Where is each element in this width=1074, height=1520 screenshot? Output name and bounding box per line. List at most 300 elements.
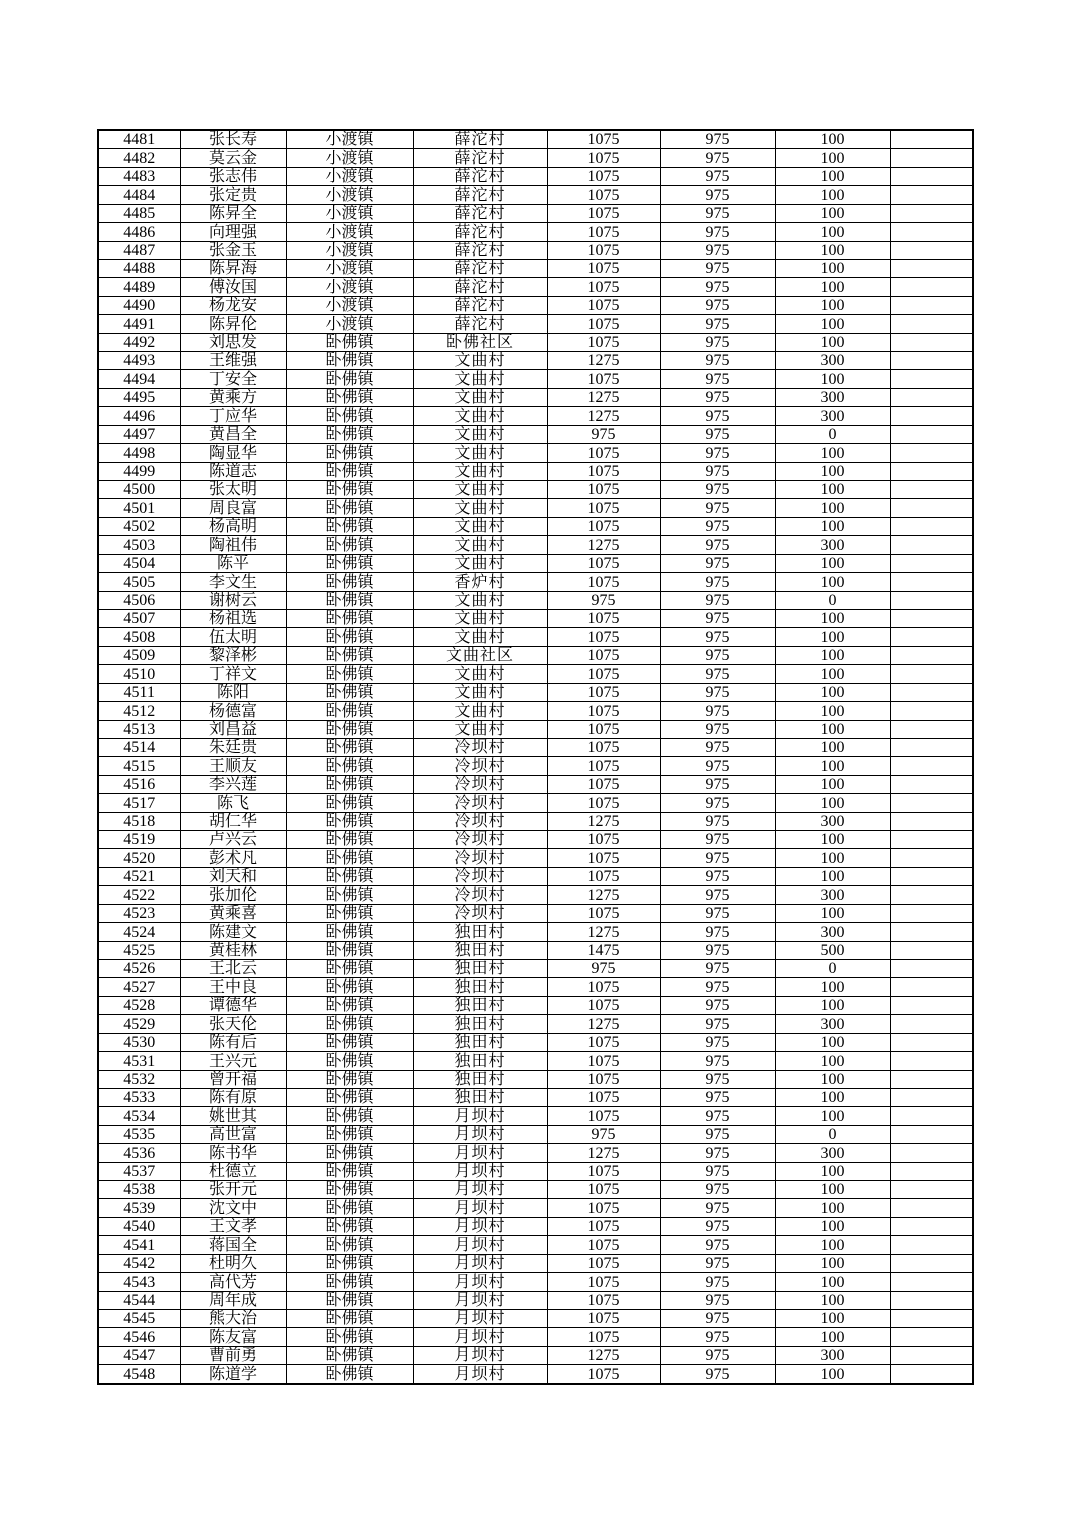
- table-row: [98, 1052, 973, 1070]
- amount-b-cell: 975: [660, 149, 775, 167]
- name-cell: 王维强: [180, 352, 286, 370]
- village-cell: 薛沱村: [413, 204, 547, 222]
- amount-a-cell: 1075: [547, 296, 660, 314]
- difference-cell: 100: [775, 720, 890, 738]
- town-cell: 卧佛镇: [286, 849, 413, 867]
- table-row: [98, 444, 973, 462]
- village-cell: 独田村: [413, 959, 547, 977]
- name-cell: 伍太明: [180, 628, 286, 646]
- row-number-cell: 4511: [98, 683, 180, 701]
- amount-a-cell: 1075: [547, 204, 660, 222]
- difference-cell: 100: [775, 167, 890, 185]
- amount-a-cell: 1075: [547, 904, 660, 922]
- name-cell: 黄桂林: [180, 941, 286, 959]
- village-cell: 独田村: [413, 1033, 547, 1051]
- village-cell: 独田村: [413, 978, 547, 996]
- remark-cell: [890, 444, 973, 462]
- name-cell: 陈昇全: [180, 204, 286, 222]
- amount-a-cell: 1275: [547, 1144, 660, 1162]
- difference-cell: 100: [775, 315, 890, 333]
- remark-cell: [890, 130, 973, 149]
- difference-cell: 100: [775, 517, 890, 535]
- name-cell: 曾开福: [180, 1070, 286, 1088]
- row-number-cell: 4518: [98, 812, 180, 830]
- remark-cell: [890, 352, 973, 370]
- table-row: [98, 554, 973, 572]
- amount-a-cell: 1275: [547, 388, 660, 406]
- row-number-cell: 4526: [98, 959, 180, 977]
- table-row: [98, 609, 973, 627]
- town-cell: 卧佛镇: [286, 1088, 413, 1106]
- remark-cell: [890, 1291, 973, 1309]
- amount-b-cell: 975: [660, 444, 775, 462]
- difference-cell: 100: [775, 444, 890, 462]
- name-cell: 李兴莲: [180, 775, 286, 793]
- remark-cell: [890, 149, 973, 167]
- amount-a-cell: 1075: [547, 554, 660, 572]
- remark-cell: [890, 1365, 973, 1384]
- difference-cell: 100: [775, 702, 890, 720]
- table-row: [98, 1346, 973, 1364]
- table-row: [98, 923, 973, 941]
- amount-a-cell: 1075: [547, 444, 660, 462]
- amount-b-cell: 975: [660, 1015, 775, 1033]
- table-row: [98, 1328, 973, 1346]
- amount-a-cell: 1075: [547, 333, 660, 351]
- name-cell: 王兴元: [180, 1052, 286, 1070]
- amount-a-cell: 1075: [547, 462, 660, 480]
- amount-b-cell: 975: [660, 665, 775, 683]
- amount-a-cell: 1075: [547, 775, 660, 793]
- amount-a-cell: 1075: [547, 996, 660, 1014]
- difference-cell: 100: [775, 867, 890, 885]
- table-row: [98, 775, 973, 793]
- difference-cell: 100: [775, 1033, 890, 1051]
- town-cell: 卧佛镇: [286, 959, 413, 977]
- row-number-cell: 4507: [98, 609, 180, 627]
- name-cell: 陈飞: [180, 794, 286, 812]
- amount-b-cell: 975: [660, 720, 775, 738]
- name-cell: 卢兴云: [180, 831, 286, 849]
- town-cell: 卧佛镇: [286, 1328, 413, 1346]
- table-row: [98, 1365, 973, 1384]
- village-cell: 月坝村: [413, 1107, 547, 1125]
- amount-b-cell: 975: [660, 1107, 775, 1125]
- remark-cell: [890, 996, 973, 1014]
- remark-cell: [890, 333, 973, 351]
- town-cell: 卧佛镇: [286, 370, 413, 388]
- row-number-cell: 4539: [98, 1199, 180, 1217]
- amount-a-cell: 1075: [547, 683, 660, 701]
- amount-a-cell: 1275: [547, 1015, 660, 1033]
- remark-cell: [890, 609, 973, 627]
- amount-b-cell: 975: [660, 1125, 775, 1143]
- table-row: [98, 665, 973, 683]
- amount-a-cell: 1075: [547, 1181, 660, 1199]
- remark-cell: [890, 554, 973, 572]
- town-cell: 卧佛镇: [286, 1107, 413, 1125]
- table-row: [98, 738, 973, 756]
- village-cell: 冷坝村: [413, 886, 547, 904]
- amount-b-cell: 975: [660, 849, 775, 867]
- amount-b-cell: 975: [660, 1328, 775, 1346]
- row-number-cell: 4520: [98, 849, 180, 867]
- amount-b-cell: 975: [660, 683, 775, 701]
- village-cell: 冷坝村: [413, 849, 547, 867]
- amount-a-cell: 1075: [547, 481, 660, 499]
- table-row: [98, 333, 973, 351]
- remark-cell: [890, 757, 973, 775]
- village-cell: 月坝村: [413, 1254, 547, 1272]
- remark-cell: [890, 591, 973, 609]
- amount-b-cell: 975: [660, 646, 775, 664]
- amount-b-cell: 975: [660, 1181, 775, 1199]
- town-cell: 卧佛镇: [286, 628, 413, 646]
- name-cell: 高代芳: [180, 1273, 286, 1291]
- difference-cell: 300: [775, 923, 890, 941]
- difference-cell: 300: [775, 1015, 890, 1033]
- remark-cell: [890, 186, 973, 204]
- village-cell: 文曲村: [413, 425, 547, 443]
- amount-b-cell: 975: [660, 941, 775, 959]
- row-number-cell: 4528: [98, 996, 180, 1014]
- table-row: [98, 296, 973, 314]
- table-row: [98, 462, 973, 480]
- village-cell: 冷坝村: [413, 738, 547, 756]
- remark-cell: [890, 959, 973, 977]
- name-cell: 向理强: [180, 223, 286, 241]
- town-cell: 卧佛镇: [286, 407, 413, 425]
- amount-a-cell: 1075: [547, 665, 660, 683]
- amount-a-cell: 1275: [547, 1346, 660, 1364]
- village-cell: 月坝村: [413, 1199, 547, 1217]
- amount-a-cell: 1075: [547, 186, 660, 204]
- name-cell: 杨德富: [180, 702, 286, 720]
- row-number-cell: 4544: [98, 1291, 180, 1309]
- town-cell: 小渡镇: [286, 204, 413, 222]
- amount-a-cell: 1075: [547, 702, 660, 720]
- amount-b-cell: 975: [660, 296, 775, 314]
- difference-cell: 100: [775, 1328, 890, 1346]
- amount-a-cell: 1075: [547, 1217, 660, 1235]
- amount-b-cell: 975: [660, 130, 775, 149]
- name-cell: 丁祥文: [180, 665, 286, 683]
- amount-a-cell: 1075: [547, 1291, 660, 1309]
- remark-cell: [890, 259, 973, 277]
- row-number-cell: 4542: [98, 1254, 180, 1272]
- amount-b-cell: 975: [660, 352, 775, 370]
- amount-b-cell: 975: [660, 794, 775, 812]
- village-cell: 薛沱村: [413, 259, 547, 277]
- difference-cell: 100: [775, 1217, 890, 1235]
- name-cell: 刘思发: [180, 333, 286, 351]
- amount-a-cell: 1075: [547, 241, 660, 259]
- row-number-cell: 4481: [98, 130, 180, 149]
- table-row: [98, 959, 973, 977]
- row-number-cell: 4508: [98, 628, 180, 646]
- village-cell: 文曲村: [413, 481, 547, 499]
- name-cell: 姚世其: [180, 1107, 286, 1125]
- difference-cell: 100: [775, 1236, 890, 1254]
- town-cell: 卧佛镇: [286, 1254, 413, 1272]
- amount-b-cell: 975: [660, 499, 775, 517]
- table-row: [98, 536, 973, 554]
- table-row: [98, 702, 973, 720]
- amount-a-cell: 975: [547, 425, 660, 443]
- difference-cell: 300: [775, 812, 890, 830]
- village-cell: 文曲村: [413, 352, 547, 370]
- town-cell: 卧佛镇: [286, 1291, 413, 1309]
- amount-b-cell: 975: [660, 259, 775, 277]
- table-row: [98, 241, 973, 259]
- remark-cell: [890, 425, 973, 443]
- table-body: [98, 130, 973, 1384]
- table-row: [98, 1254, 973, 1272]
- difference-cell: 100: [775, 904, 890, 922]
- difference-cell: 100: [775, 1070, 890, 1088]
- village-cell: 文曲村: [413, 407, 547, 425]
- village-cell: 文曲村: [413, 444, 547, 462]
- village-cell: 独田村: [413, 1088, 547, 1106]
- amount-b-cell: 975: [660, 775, 775, 793]
- row-number-cell: 4540: [98, 1217, 180, 1235]
- difference-cell: 100: [775, 831, 890, 849]
- name-cell: 陈阳: [180, 683, 286, 701]
- remark-cell: [890, 1070, 973, 1088]
- row-number-cell: 4543: [98, 1273, 180, 1291]
- table-row: [98, 517, 973, 535]
- village-cell: 香炉村: [413, 573, 547, 591]
- town-cell: 卧佛镇: [286, 757, 413, 775]
- village-cell: 月坝村: [413, 1310, 547, 1328]
- name-cell: 谢树云: [180, 591, 286, 609]
- village-cell: 冷坝村: [413, 794, 547, 812]
- amount-a-cell: 1075: [547, 167, 660, 185]
- table-row: [98, 388, 973, 406]
- village-cell: 文曲村: [413, 554, 547, 572]
- table-row: [98, 259, 973, 277]
- table-row: [98, 757, 973, 775]
- village-cell: 月坝村: [413, 1181, 547, 1199]
- amount-a-cell: 1075: [547, 278, 660, 296]
- table-row: [98, 1125, 973, 1143]
- village-cell: 独田村: [413, 1052, 547, 1070]
- row-number-cell: 4497: [98, 425, 180, 443]
- name-cell: 莫云金: [180, 149, 286, 167]
- name-cell: 杨祖选: [180, 609, 286, 627]
- amount-a-cell: 975: [547, 591, 660, 609]
- town-cell: 小渡镇: [286, 149, 413, 167]
- amount-b-cell: 975: [660, 831, 775, 849]
- difference-cell: 300: [775, 1144, 890, 1162]
- village-cell: 冷坝村: [413, 775, 547, 793]
- remark-cell: [890, 517, 973, 535]
- amount-a-cell: 1075: [547, 1328, 660, 1346]
- table-row: [98, 204, 973, 222]
- row-number-cell: 4529: [98, 1015, 180, 1033]
- table-row: [98, 186, 973, 204]
- name-cell: 张志伟: [180, 167, 286, 185]
- table-row: [98, 130, 973, 149]
- town-cell: 卧佛镇: [286, 1144, 413, 1162]
- village-cell: 独田村: [413, 923, 547, 941]
- town-cell: 卧佛镇: [286, 978, 413, 996]
- table-row: [98, 278, 973, 296]
- amount-b-cell: 975: [660, 425, 775, 443]
- name-cell: 陈道学: [180, 1365, 286, 1384]
- village-cell: 文曲村: [413, 499, 547, 517]
- amount-b-cell: 975: [660, 923, 775, 941]
- remark-cell: [890, 499, 973, 517]
- table-row: [98, 1181, 973, 1199]
- amount-a-cell: 975: [547, 1125, 660, 1143]
- town-cell: 卧佛镇: [286, 517, 413, 535]
- difference-cell: 100: [775, 296, 890, 314]
- name-cell: 王北云: [180, 959, 286, 977]
- row-number-cell: 4545: [98, 1310, 180, 1328]
- amount-a-cell: 1075: [547, 1107, 660, 1125]
- remark-cell: [890, 867, 973, 885]
- name-cell: 彭术凡: [180, 849, 286, 867]
- amount-a-cell: 1075: [547, 223, 660, 241]
- remark-cell: [890, 536, 973, 554]
- amount-b-cell: 975: [660, 462, 775, 480]
- row-number-cell: 4492: [98, 333, 180, 351]
- village-cell: 月坝村: [413, 1365, 547, 1384]
- village-cell: 文曲村: [413, 665, 547, 683]
- town-cell: 卧佛镇: [286, 1015, 413, 1033]
- amount-a-cell: 1075: [547, 259, 660, 277]
- remark-cell: [890, 388, 973, 406]
- name-cell: 周良富: [180, 499, 286, 517]
- row-number-cell: 4546: [98, 1328, 180, 1346]
- name-cell: 丁安全: [180, 370, 286, 388]
- town-cell: 卧佛镇: [286, 665, 413, 683]
- town-cell: 卧佛镇: [286, 388, 413, 406]
- amount-a-cell: 1075: [547, 1273, 660, 1291]
- table-row: [98, 1015, 973, 1033]
- village-cell: 薛沱村: [413, 130, 547, 149]
- difference-cell: 0: [775, 959, 890, 977]
- name-cell: 李文生: [180, 573, 286, 591]
- table-row: [98, 1236, 973, 1254]
- difference-cell: 100: [775, 499, 890, 517]
- amount-b-cell: 975: [660, 1346, 775, 1364]
- table-row: [98, 646, 973, 664]
- difference-cell: 100: [775, 259, 890, 277]
- table-row: [98, 1070, 973, 1088]
- name-cell: 陶显华: [180, 444, 286, 462]
- amount-a-cell: 975: [547, 959, 660, 977]
- amount-b-cell: 975: [660, 959, 775, 977]
- amount-b-cell: 975: [660, 1291, 775, 1309]
- amount-a-cell: 1075: [547, 1199, 660, 1217]
- name-cell: 张定贵: [180, 186, 286, 204]
- row-number-cell: 4496: [98, 407, 180, 425]
- table-row: [98, 425, 973, 443]
- row-number-cell: 4493: [98, 352, 180, 370]
- town-cell: 小渡镇: [286, 278, 413, 296]
- difference-cell: 100: [775, 978, 890, 996]
- name-cell: 沈文中: [180, 1199, 286, 1217]
- difference-cell: 300: [775, 886, 890, 904]
- difference-cell: 100: [775, 204, 890, 222]
- village-cell: 冷坝村: [413, 812, 547, 830]
- difference-cell: 100: [775, 462, 890, 480]
- amount-a-cell: 1075: [547, 738, 660, 756]
- name-cell: 张长寿: [180, 130, 286, 149]
- amount-a-cell: 1075: [547, 1070, 660, 1088]
- amount-a-cell: 1275: [547, 352, 660, 370]
- remark-cell: [890, 683, 973, 701]
- village-cell: 卧佛社区: [413, 333, 547, 351]
- row-number-cell: 4538: [98, 1181, 180, 1199]
- amount-a-cell: 1075: [547, 315, 660, 333]
- village-cell: 月坝村: [413, 1217, 547, 1235]
- row-number-cell: 4516: [98, 775, 180, 793]
- name-cell: 杜明久: [180, 1254, 286, 1272]
- difference-cell: 300: [775, 388, 890, 406]
- name-cell: 王中良: [180, 978, 286, 996]
- name-cell: 陶祖伟: [180, 536, 286, 554]
- amount-b-cell: 975: [660, 812, 775, 830]
- name-cell: 丁应华: [180, 407, 286, 425]
- town-cell: 卧佛镇: [286, 1199, 413, 1217]
- row-number-cell: 4502: [98, 517, 180, 535]
- amount-a-cell: 1075: [547, 831, 660, 849]
- difference-cell: 100: [775, 1162, 890, 1180]
- village-cell: 文曲村: [413, 720, 547, 738]
- difference-cell: 100: [775, 554, 890, 572]
- difference-cell: 100: [775, 130, 890, 149]
- town-cell: 卧佛镇: [286, 1236, 413, 1254]
- remark-cell: [890, 794, 973, 812]
- village-cell: 薛沱村: [413, 296, 547, 314]
- town-cell: 小渡镇: [286, 259, 413, 277]
- amount-a-cell: 1275: [547, 407, 660, 425]
- amount-b-cell: 975: [660, 1217, 775, 1235]
- difference-cell: 100: [775, 1273, 890, 1291]
- row-number-cell: 4517: [98, 794, 180, 812]
- remark-cell: [890, 1088, 973, 1106]
- row-number-cell: 4533: [98, 1088, 180, 1106]
- amount-a-cell: 1075: [547, 609, 660, 627]
- difference-cell: 100: [775, 333, 890, 351]
- amount-a-cell: 1275: [547, 886, 660, 904]
- town-cell: 卧佛镇: [286, 499, 413, 517]
- amount-b-cell: 975: [660, 1254, 775, 1272]
- row-number-cell: 4532: [98, 1070, 180, 1088]
- village-cell: 月坝村: [413, 1273, 547, 1291]
- row-number-cell: 4513: [98, 720, 180, 738]
- amount-b-cell: 975: [660, 1162, 775, 1180]
- table-row: [98, 1273, 973, 1291]
- town-cell: 卧佛镇: [286, 775, 413, 793]
- table-row: [98, 352, 973, 370]
- row-number-cell: 4487: [98, 241, 180, 259]
- name-cell: 胡仁华: [180, 812, 286, 830]
- difference-cell: 100: [775, 738, 890, 756]
- difference-cell: 100: [775, 849, 890, 867]
- town-cell: 卧佛镇: [286, 333, 413, 351]
- remark-cell: [890, 223, 973, 241]
- amount-b-cell: 975: [660, 204, 775, 222]
- amount-b-cell: 975: [660, 223, 775, 241]
- row-number-cell: 4541: [98, 1236, 180, 1254]
- difference-cell: 100: [775, 1254, 890, 1272]
- town-cell: 卧佛镇: [286, 1181, 413, 1199]
- town-cell: 卧佛镇: [286, 738, 413, 756]
